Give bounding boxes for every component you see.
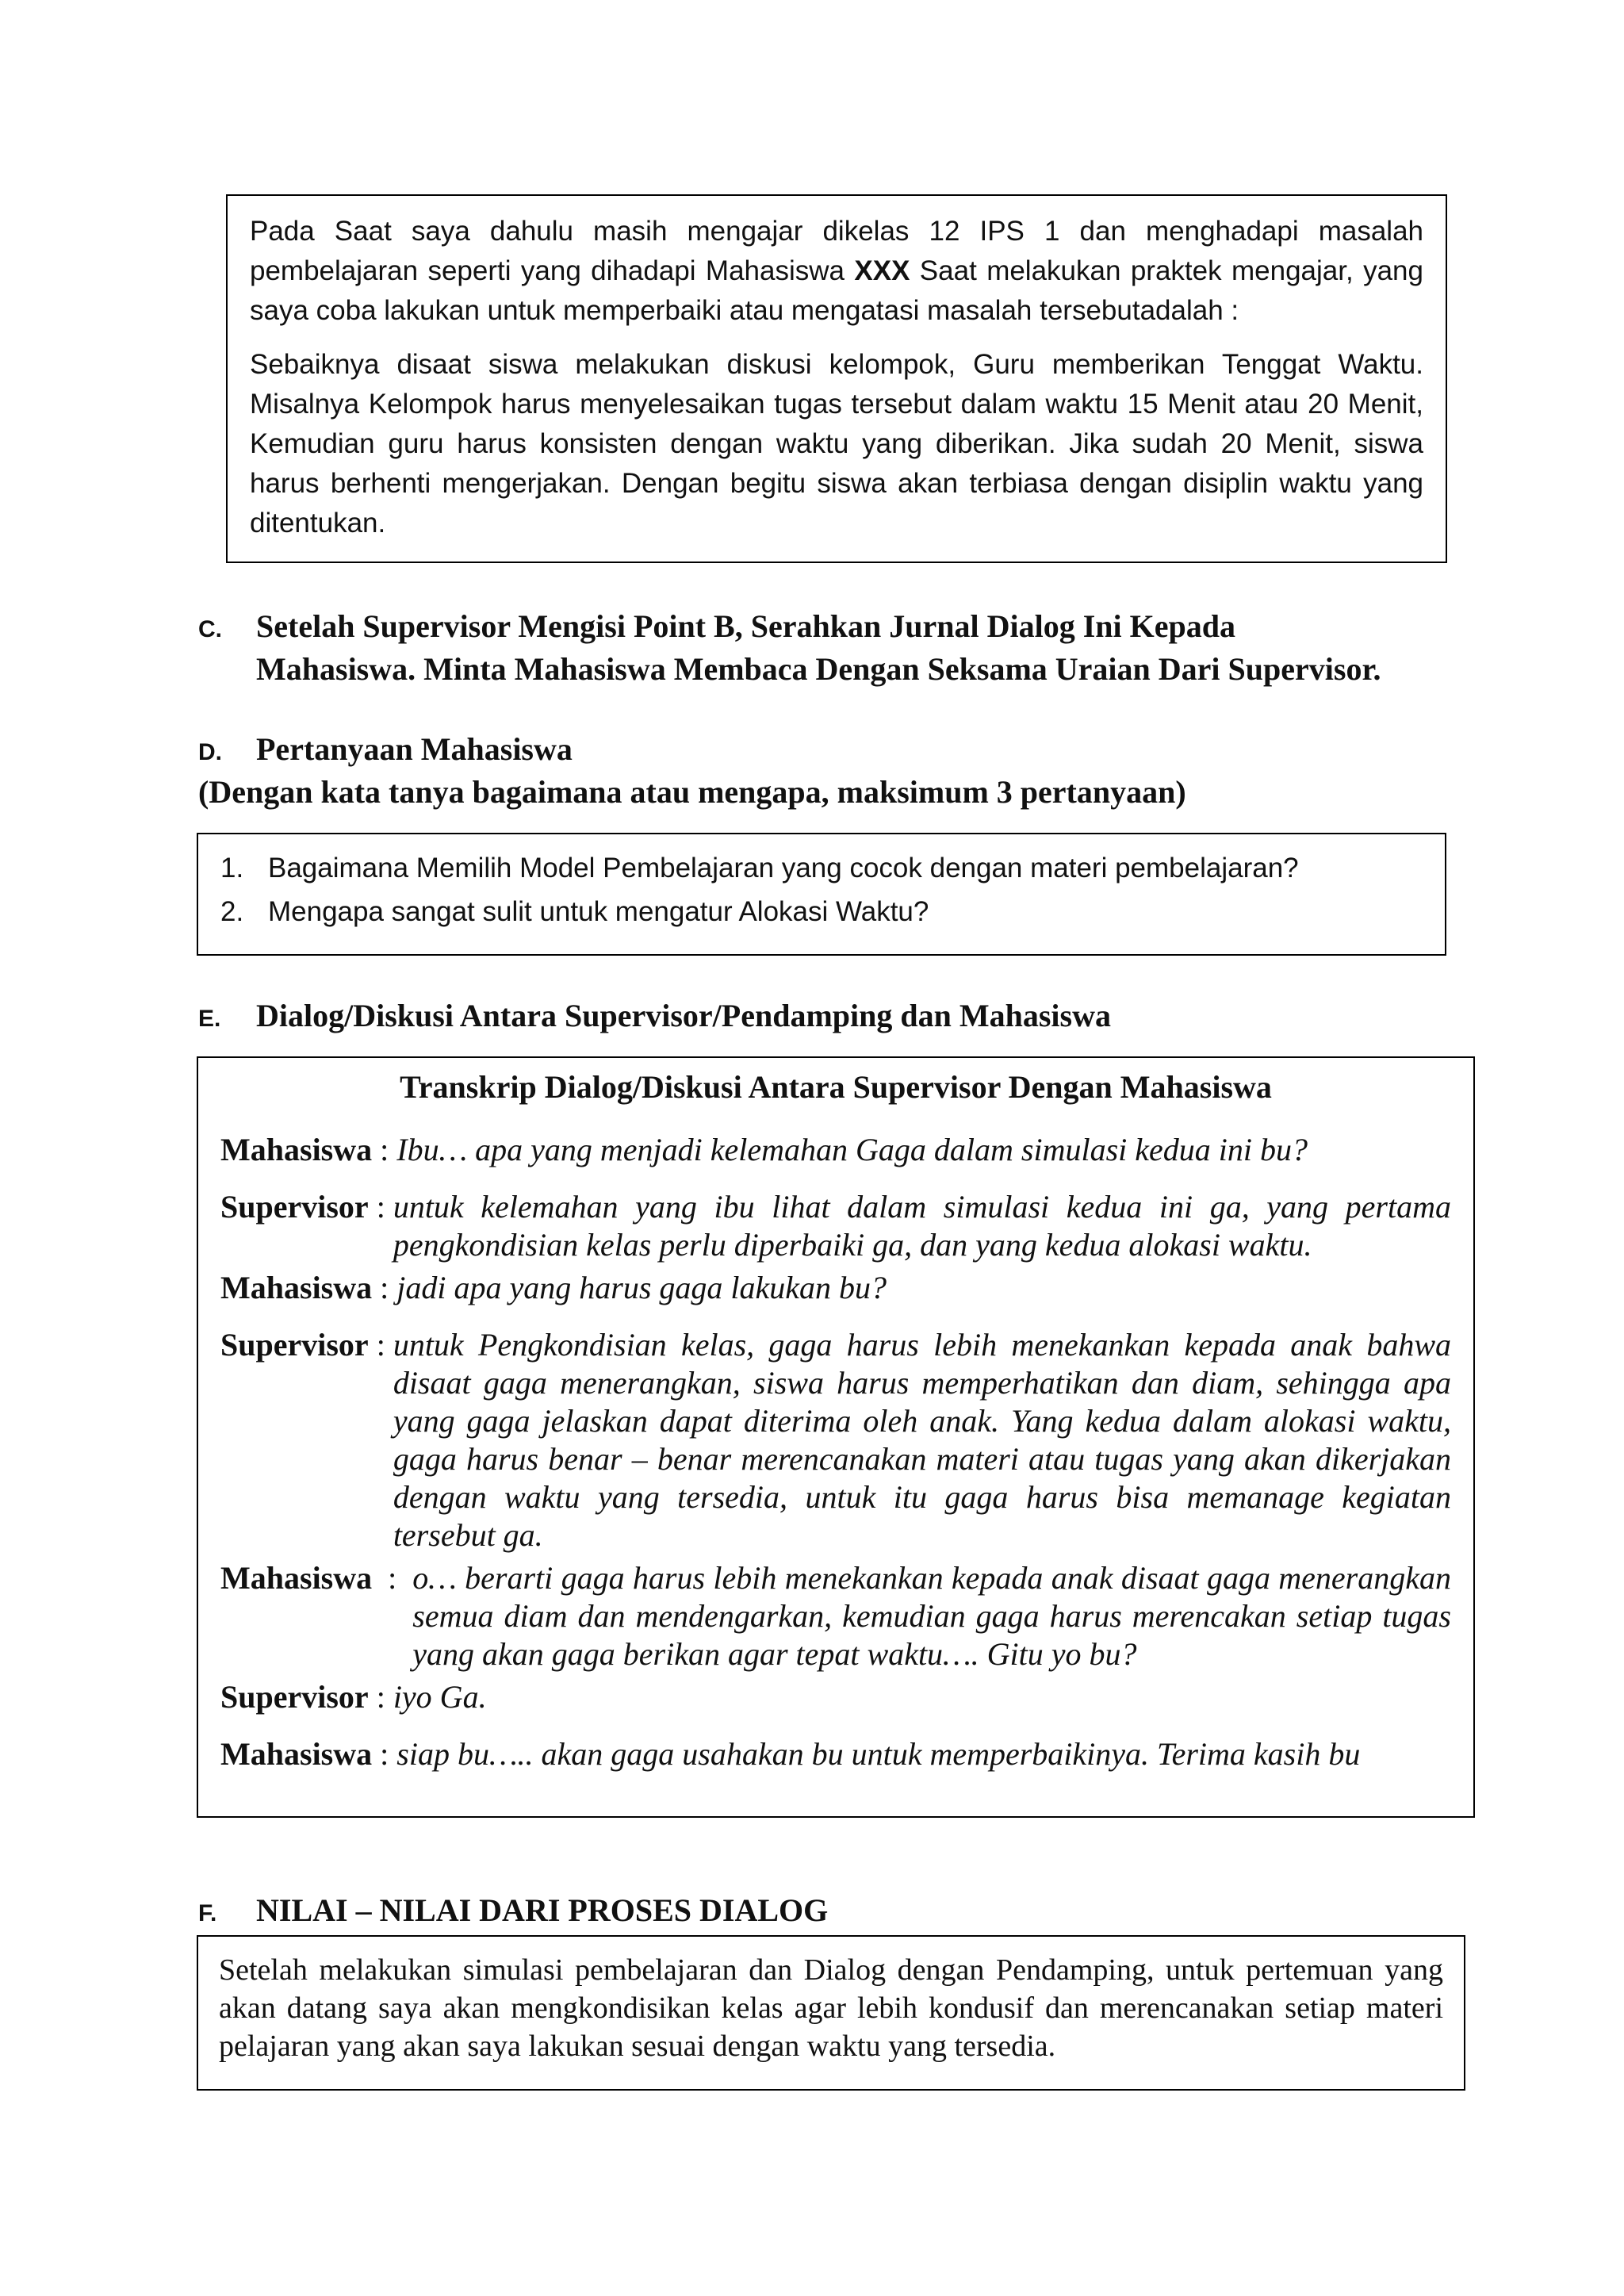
dialog-line [220, 1559, 1451, 1673]
section-e-title: Dialog/Diskusi Antara Supervisor/Pendamping dan Mahasiswa [256, 998, 1111, 1033]
section-d-letter: D. [198, 739, 222, 765]
reflection-paragraph-1 [250, 212, 1423, 331]
utterance: jadi apa yang harus gaga lakukan bu? [396, 1270, 887, 1305]
speaker-name: Supervisor [220, 1189, 369, 1225]
section-c-line-2: Mahasiswa. Minta Mahasiswa Membaca Dengan Seksama Uraian Dari Supervisor. [256, 651, 1381, 687]
speaker-name: Supervisor [220, 1327, 369, 1363]
dialog-values-text: Setelah melakukan simulasi pembelajaran dan Dialog dengan Pendamping, untuk pertemuan yang akan datang saya akan mengkondisikan kelas agar lebih kondusif dan merencanakan setiap materi pelajaran yang akan saya lakukan sesuai dengan waktu yang tersedia. [219, 1953, 1443, 2063]
section-c-heading [198, 607, 1467, 689]
utterance: iyo Ga. [393, 1679, 487, 1715]
dialog-values-box [197, 1935, 1465, 2091]
student-questions-box [197, 833, 1446, 956]
dialog-line [220, 1188, 1451, 1264]
question-text: Bagaimana Memilih Model Pembelajaran yang cocok dengan materi pembelajaran? [268, 853, 1299, 884]
section-c-line-1: Setelah Supervisor Mengisi Point B, Serahkan Jurnal Dialog Ini Kepada [256, 608, 1235, 644]
speaker-colon: : [368, 1327, 393, 1363]
question-text: Mengapa sangat sulit untuk mengatur Alokasi Waktu? [268, 896, 929, 927]
student-name-placeholder: XXX [854, 255, 910, 286]
speaker-colon: : [372, 1736, 397, 1772]
question-number: 1. [220, 853, 244, 884]
utterance: untuk Pengkondisian kelas, gaga harus lebih menekankan kepada anak bahwa disaat gaga menerangkan, siswa harus memperhatikan dan diam, sehingga apa yang gaga jelaskan dapat diterima oleh anak. Yang kedua dalam alokasi waktu, gaga harus benar – benar merencanakan materi atau tugas yang akan dikerjakan dengan waktu yang tersedia, untuk itu gaga harus bisa memanage kegiatan tersebut ga. [393, 1327, 1451, 1553]
reflection-text-start: Pada Saat saya dahulu masih mengajar dikelas 12 IPS 1 dan menghadapi masalah pembelajaran seperti yang dihadapi Mahasiswa [250, 216, 1423, 286]
speaker-name: Mahasiswa [220, 1270, 373, 1305]
supervisor-reflection-box [226, 194, 1447, 563]
section-e-letter: E. [198, 1006, 221, 1032]
speaker-name: Mahasiswa [220, 1560, 373, 1596]
question-number: 2. [220, 896, 244, 927]
reflection-paragraph-2: Sebaiknya disaat siswa melakukan diskusi kelompok, Guru memberikan Tenggat Waktu. Misalnya Kelompok harus menyelesaikan tugas tersebut dalam waktu 15 Menit atau 20 Menit, Kemudian guru harus konsisten dengan waktu yang diberikan. Jika sudah 20 Menit, siswa harus berhenti mengerjakan. Dengan begitu siswa akan terbiasa dengan disiplin waktu yang ditentukan. [250, 349, 1423, 539]
question-item [220, 890, 1445, 933]
dialog-line [220, 1678, 1451, 1716]
dialog-transcript-box [197, 1056, 1475, 1818]
speaker-colon: : [372, 1270, 397, 1305]
section-f-title: NILAI – NILAI DARI PROSES DIALOG [256, 1892, 829, 1928]
utterance: siap bu….. akan gaga usahakan bu untuk memperbaikinya. Terima kasih bu [396, 1736, 1361, 1772]
dialog-line [220, 1735, 1451, 1773]
section-f-heading [198, 1891, 1467, 1934]
dialog-line [220, 1326, 1451, 1554]
section-d-heading [198, 730, 1467, 812]
speaker-name: Mahasiswa [220, 1736, 373, 1772]
section-f-letter: F. [198, 1900, 217, 1926]
dialog-line [220, 1269, 1451, 1307]
section-e-heading [198, 996, 1467, 1039]
speaker-colon: : [368, 1679, 393, 1715]
reflection-text-end: Saat melakukan praktek mengajar, yang saya coba lakukan untuk memperbaiki atau mengatasi masalah tersebutadalah : [250, 255, 1423, 326]
section-d-subtitle: (Dengan kata tanya bagaimana atau mengapa, maksimum 3 pertanyaan) [198, 774, 1186, 810]
speaker-name: Supervisor [220, 1679, 369, 1715]
speaker-colon: : [368, 1189, 393, 1225]
section-d-title: Pertanyaan Mahasiswa [256, 731, 573, 767]
speaker-name: Mahasiswa [220, 1132, 373, 1167]
section-c-letter: C. [198, 616, 222, 642]
utterance: Ibu… apa yang menjadi kelemahan Gaga dalam simulasi kedua ini bu? [396, 1132, 1308, 1167]
speaker-colon: : [372, 1560, 413, 1596]
dialog-line [220, 1131, 1451, 1169]
speaker-colon: : [372, 1132, 397, 1167]
utterance: o… berarti gaga harus lebih menekankan kepada anak disaat gaga menerangkan semua diam dan mendengarkan, kemudian gaga harus merencakan setiap tugas yang akan gaga berikan agar tepat waktu…. Gitu yo bu? [412, 1560, 1451, 1672]
utterance: untuk kelemahan yang ibu lihat dalam simulasi kedua ini ga, yang pertama pengkondisian kelas perlu diperbaiki ga, dan yang kedua alokasi waktu. [393, 1189, 1451, 1263]
question-item [220, 846, 1445, 890]
transcript-title: Transkrip Dialog/Diskusi Antara Supervisor Dengan Mahasiswa [400, 1069, 1272, 1105]
